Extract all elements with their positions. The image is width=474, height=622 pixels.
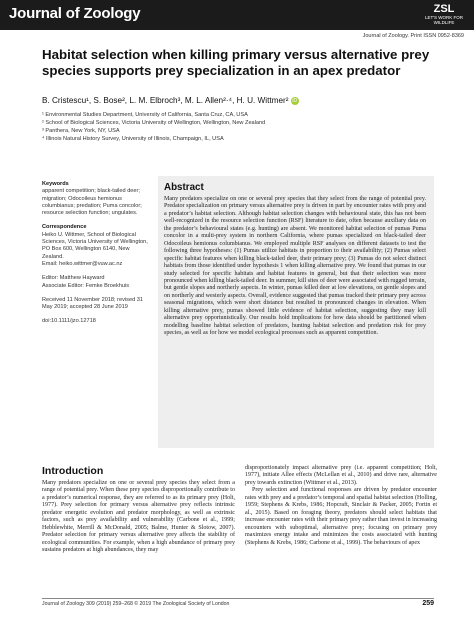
orcid-icon[interactable]: iD bbox=[292, 97, 298, 104]
author-names: B. Cristescu¹, S. Bose², L. M. Elbroch³, M. L. Allen²·⁴, H. U. Wittmer² bbox=[42, 96, 289, 105]
editor: Editor: Matthew Hayward bbox=[42, 275, 105, 282]
issn-line: Journal of Zoology. Print ISSN 0952-8369 bbox=[362, 33, 464, 39]
zsl-logo-sub: LET'S WORK FOR WILDLIFE bbox=[424, 15, 464, 25]
page-number: 259 bbox=[422, 600, 434, 607]
affiliation: ⁴ Illinois Natural History Survey, University of Illinois, Champaign, IL, USA bbox=[42, 136, 224, 142]
keywords-heading: Keywords bbox=[42, 181, 69, 187]
journal-banner bbox=[0, 0, 474, 30]
paragraph: Prey selection and functional responses are driven by predator encounter rates with prey and a predator’s temporal and spatial habitat selection (Holling, 1959; Stephens & Krebs, 1986; Hopcraft, Sinclair & Packer, 2005; Fortin et al., 2015). Based on foraging theory, predators should select habitats that increase encounter rates with their primary prey rather than invest in increasing encounters with suboptimal, alternative prey; focusing on primary prey maximizes energy intake and minimizes the costs associated with hunting (Stephens & Krebs, 1986; Carbone et al., 1999). The behaviours of apex bbox=[245, 487, 437, 546]
email[interactable]: Email: heiko.wittmer@vuw.ac.nz bbox=[42, 260, 123, 267]
paragraph: Many predators specialize on one or several prey species they select from a range of potential prey. When these prey species disproportionally contribute to a predator’s numerical response, they are referred to as its primary prey (Holt, 1977). Prey selection for primary versus alternative prey reflects intrinsic predator energetic evolution and predator morphology, as well as extrinsic factors, such as prey availability and vulnerability (Carbone et al., 1999; Hebblewhite, Merrill & McDonald, 2005; Balme, Hunter & Slotow, 2007). Predator selection for primary versus alternative prey affects the stability of ecological communities. For example, when a high abundance of primary prey sustains predators at high abundances, they may bbox=[42, 480, 235, 554]
keywords: apparent competition; black-tailed deer; migration; Odocoileus hemionus columbianus; predation; Puma concolor; resource selection function; ungulates. bbox=[42, 188, 142, 217]
paragraph: disproportionately impact alternative prey (i.e. apparent competition; Holt, 1977), initiate Allee effects (McLellan et al., 2010) and drive rare, alternative prey towards extinction (Wittmer et al., 2013). bbox=[245, 465, 437, 486]
body-column-right bbox=[245, 465, 437, 547]
abstract-heading: Abstract bbox=[164, 182, 204, 193]
introduction-heading: Introduction bbox=[42, 465, 104, 477]
correspondence: Heiko U. Wittmer, School of Biological Sciences, Victoria University of Wellington, PO Box 600, Wellington 6140, New Zealand. bbox=[42, 231, 148, 260]
author-list bbox=[42, 96, 299, 105]
received-dates: Received 11 November 2018; revised 31 May 2019; accepted 28 June 2019 bbox=[42, 296, 143, 311]
associate-editor: Associate Editor: Femke Broekhuis bbox=[42, 282, 130, 289]
abstract-text: Many predators specialize on one or several prey species that they select from the range of potential prey. Predator specialization on primary versus alternative prey is driven in part by encounter rates with prey and a predator’s habitat selection. Although habitat selection changes with behavioural state, this has not been well-recognized in the resource selection function (RSF) literature to date, often because auxiliary data on the predator’s behavioural states (e.g. hunting) are absent. We monitored habitat selection of pumas Puma concolor in a multi-prey system in northern California, where pumas specialized on black-tailed deer Odocoileus hemionus columbianus. We employed multiple RSF analyses on different datasets to test the following three hypotheses: (1) Pumas utilize habitats in proportion to their availability; (2) Pumas select specific habitat features when killing black-tailed deer, their primary prey; (3) Pumas do not select distinct habitats from those identified under hypothesis 1 when killing alternative prey. We found that pumas in our study selected for specific habitats and habitat features in general, but that their selection was more pronounced when killing black-tailed deer. In summer, kill sites of deer were associated with rugged terrain, but gentle slopes and northerly aspects. In winter, pumas killed deer at low elevations, on gentle slopes and on northerly and westerly aspects. Overall, evidence suggested that pumas tracked their primary prey across seasonal migrations, which were short distance but resulted in pronounced changes in elevation. When killing alternative prey, pumas showed little evidence of habitat selection, suggesting they may kill alternative prey opportunistically. Our results hold implications for how data should be partitioned when modelling baseline habitat selection of predators, hunting habitat selection and predation risk for prey species, as well as for how we model ecological processes such as apparent competition. bbox=[164, 196, 426, 337]
footer-divider bbox=[42, 598, 434, 599]
journal-name: Journal of Zoology bbox=[9, 5, 141, 22]
affiliations bbox=[42, 111, 265, 143]
footer-citation: Journal of Zoology 309 (2019) 259–268 © 2019 The Zoological Society of London bbox=[42, 601, 230, 607]
affiliation: ² School of Biological Sciences, Victoria University of Wellington, Wellington, New Zealand bbox=[42, 120, 266, 126]
doi[interactable]: doi:10.1111/jzo.12718 bbox=[42, 318, 96, 325]
abstract-box bbox=[158, 176, 434, 448]
article-sidebar bbox=[42, 181, 152, 333]
body-column-left bbox=[42, 480, 235, 555]
article-title: Habitat selection when killing primary versus alternative prey species supports prey specialization in an apex predator bbox=[42, 47, 430, 78]
affiliation: ¹ Environmental Studies Department, University of California, Santa Cruz, CA, USA bbox=[42, 112, 248, 118]
zsl-logo bbox=[424, 3, 464, 27]
affiliation: ³ Panthera, New York, NY, USA bbox=[42, 128, 120, 134]
zsl-logo-main: ZSL bbox=[433, 3, 455, 15]
correspondence-heading: Correspondence bbox=[42, 224, 87, 231]
